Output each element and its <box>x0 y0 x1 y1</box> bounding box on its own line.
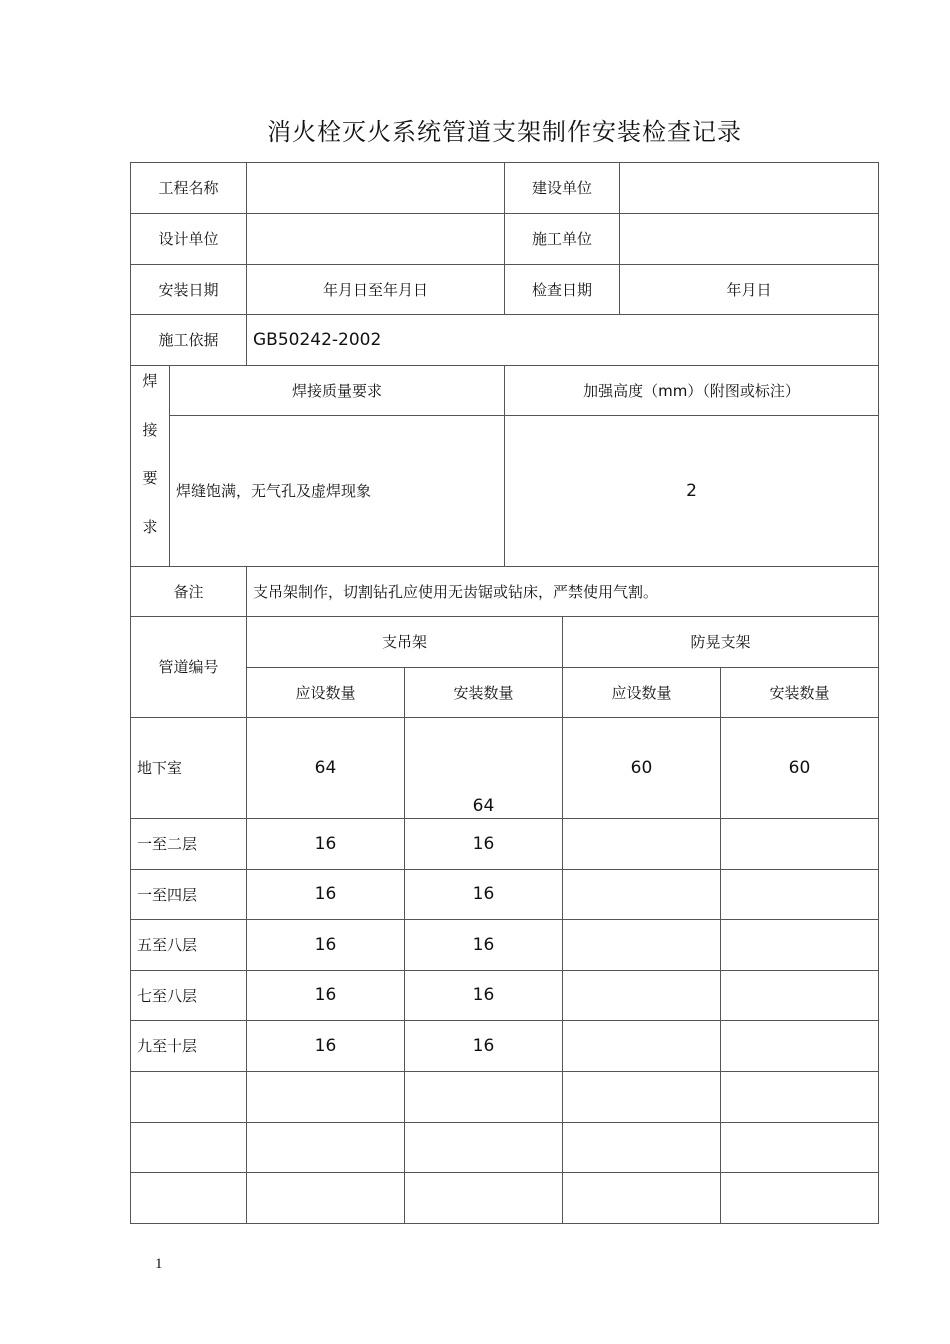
table-row-name: 五至八层 <box>131 920 247 971</box>
table-row-name <box>131 1173 247 1224</box>
welding-label-char: 焊 <box>142 372 158 390</box>
table-cell[interactable] <box>563 971 721 1021</box>
table-cell[interactable] <box>247 1072 405 1123</box>
table-cell[interactable]: 16 <box>405 920 563 971</box>
table-cell[interactable]: 64 <box>247 718 405 819</box>
table-cell[interactable] <box>721 1021 879 1072</box>
table-cell[interactable] <box>721 819 879 870</box>
project-name-field[interactable] <box>247 163 505 214</box>
table-row-name <box>131 1123 247 1173</box>
required-qty-header: 应设数量 <box>247 668 405 718</box>
table-cell[interactable]: 16 <box>247 819 405 870</box>
table-cell[interactable]: 16 <box>405 870 563 920</box>
table-cell[interactable]: 16 <box>405 971 563 1021</box>
table-cell[interactable]: 64 <box>405 718 563 819</box>
table-cell[interactable] <box>563 870 721 920</box>
welding-label-char: 求 <box>142 517 158 536</box>
anti-sway-header: 防晃支架 <box>563 617 879 668</box>
welding-label-char: 接 <box>142 420 158 439</box>
installed-qty-header: 安装数量 <box>721 668 879 718</box>
table-cell[interactable]: 16 <box>247 920 405 971</box>
table-cell[interactable] <box>721 920 879 971</box>
table-cell[interactable] <box>721 1123 879 1173</box>
contractor-field[interactable] <box>620 214 879 265</box>
table-row-name: 一至二层 <box>131 819 247 870</box>
table-row-name: 地下室 <box>131 718 247 819</box>
basis-label: 施工依据 <box>131 315 247 366</box>
table-cell[interactable] <box>247 1173 405 1224</box>
install-date-field[interactable]: 年月日至年月日 <box>247 265 505 315</box>
table-cell[interactable] <box>405 1173 563 1224</box>
table-cell[interactable]: 16 <box>247 870 405 920</box>
table-cell[interactable] <box>247 1123 405 1173</box>
table-cell[interactable] <box>405 1123 563 1173</box>
table-cell[interactable]: 16 <box>405 819 563 870</box>
reinforcement-height-header: 加强高度（mm）（附图或标注） <box>505 366 879 416</box>
table-cell[interactable]: 60 <box>721 718 879 819</box>
table-cell[interactable] <box>721 1072 879 1123</box>
page-number: 1 <box>155 1256 163 1272</box>
table-cell[interactable]: 60 <box>563 718 721 819</box>
builder-field[interactable] <box>620 163 879 214</box>
required-qty-header: 应设数量 <box>563 668 721 718</box>
table-row-name <box>131 1072 247 1123</box>
support-hanger-header: 支吊架 <box>247 617 563 668</box>
table-cell[interactable] <box>563 920 721 971</box>
table-cell[interactable] <box>563 1173 721 1224</box>
record-table <box>130 162 879 1224</box>
table-row-name: 七至八层 <box>131 971 247 1021</box>
welding-requirements-label <box>131 366 170 567</box>
table-cell[interactable] <box>563 1021 721 1072</box>
table-cell[interactable] <box>721 971 879 1021</box>
table-cell[interactable] <box>721 870 879 920</box>
table-row-name: 九至十层 <box>131 1021 247 1072</box>
welding-label-char: 要 <box>142 469 158 488</box>
builder-label: 建设单位 <box>505 163 620 214</box>
document-title: 消火栓灭火系统管道支架制作安装检查记录 <box>267 118 742 146</box>
check-date-field[interactable]: 年月日 <box>620 265 879 315</box>
table-cell[interactable]: 16 <box>247 1021 405 1072</box>
table-cell[interactable] <box>563 1123 721 1173</box>
contractor-label: 施工单位 <box>505 214 620 265</box>
pipe-number-header: 管道编号 <box>131 617 247 718</box>
basis-field[interactable]: GB50242-2002 <box>247 315 879 366</box>
weld-quality-value[interactable]: 焊缝饱满，无气孔及虚焊现象 <box>170 416 505 567</box>
table-cell[interactable] <box>563 819 721 870</box>
table-cell[interactable] <box>405 1072 563 1123</box>
table-cell[interactable] <box>563 1072 721 1123</box>
install-date-label: 安装日期 <box>131 265 247 315</box>
designer-field[interactable] <box>247 214 505 265</box>
table-cell[interactable]: 16 <box>247 971 405 1021</box>
remark-value[interactable]: 支吊架制作，切割钻孔应使用无齿锯或钻床，严禁使用气割。 <box>247 567 879 617</box>
project-name-label: 工程名称 <box>131 163 247 214</box>
installed-qty-header: 安装数量 <box>405 668 563 718</box>
designer-label: 设计单位 <box>131 214 247 265</box>
table-cell[interactable] <box>721 1173 879 1224</box>
reinforcement-height-value[interactable]: 2 <box>505 416 879 567</box>
remark-label: 备注 <box>131 567 247 617</box>
table-row-name: 一至四层 <box>131 870 247 920</box>
table-cell[interactable]: 16 <box>405 1021 563 1072</box>
weld-quality-header: 焊接质量要求 <box>170 366 505 416</box>
check-date-label: 检查日期 <box>505 265 620 315</box>
